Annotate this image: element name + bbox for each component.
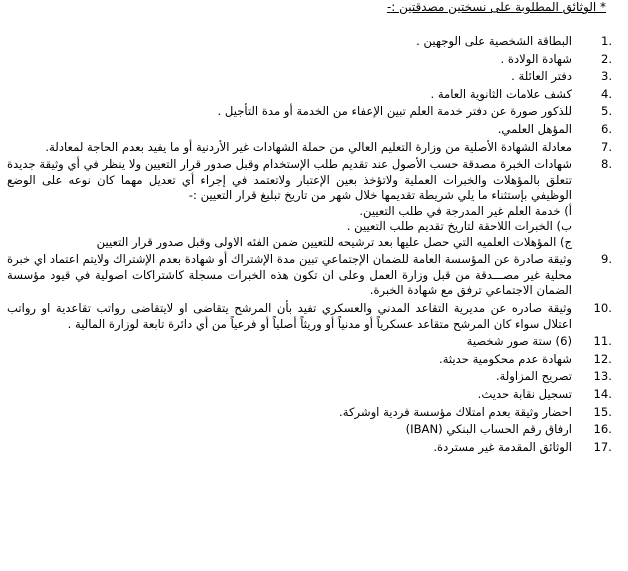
list-item-text: احضار وثيقة بعدم امتلاك مؤسسة فردية اوشركة. — [339, 404, 572, 419]
list-item — [7, 69, 612, 85]
list-item-text: ارفاق رقم الحساب البنكي (IBAN) — [405, 422, 572, 437]
list-item-number: 12. — [593, 351, 612, 366]
required-documents-list — [7, 34, 612, 457]
list-item — [7, 51, 612, 68]
list-item-text: شهادة الولادة . — [500, 51, 572, 66]
list-item-text: المؤهل العلمي. — [497, 121, 572, 136]
list-item — [7, 86, 612, 103]
list-item-text: الوثائق المقدمة غير مستردة. — [433, 439, 572, 454]
list-item-number: 5. — [600, 104, 612, 119]
list-item — [7, 139, 612, 156]
list-item — [7, 104, 612, 120]
list-item-number: 3. — [600, 69, 612, 84]
list-item-text: (6) ستة صور شخصية — [466, 334, 572, 349]
list-item-number: 13. — [593, 369, 612, 384]
list-item — [7, 369, 612, 385]
list-item-number: 7. — [600, 139, 612, 154]
list-item-number: 4. — [600, 86, 612, 101]
list-item-text: تسجيل نقابة حديث. — [477, 386, 572, 401]
list-item-text: معادلة الشهادة الأصلية من وزارة التعليم العالي من حملة الشهادات غير الأردنية أو ما يفيد بعدم الحاجة لمعادلة. — [45, 139, 572, 154]
list-item-text: للذكور صورة عن دفتر خدمة العلم تبين الإعفاء من الخدمة أو مدة التأجيل . — [217, 104, 572, 119]
list-item-text: وثيقة صادره عن مديرية التقاعد المدني والعسكري تفيد بأن المرشح يتقاضى او لايتقاضى رواتب تقاعدية او رواتب اعتلال سواء كان المرشح متقاعد عسكرياً أو مدنياً أو وريثاً أصلياً أو فرعياً من أي دائرة تابعة لوزارة المالية . — [7, 300, 572, 331]
list-item — [7, 386, 612, 403]
list-item-number: 9. — [600, 252, 612, 267]
list-item-number: 1. — [600, 34, 612, 48]
list-item — [7, 34, 612, 50]
list-item-number: 17. — [593, 439, 612, 454]
list-item-text: دفتر العائلة . — [511, 69, 572, 84]
list-item-number: 10. — [593, 300, 612, 315]
list-item — [7, 121, 612, 138]
list-item-text: البطاقة الشخصية على الوجهين . — [416, 34, 572, 48]
list-item — [7, 422, 612, 438]
page-heading: * الوثائق المطلوبة على نسختين مصدقتين :- — [386, 0, 606, 14]
list-item-number: 11. — [593, 334, 612, 349]
list-item-number: 6. — [600, 121, 612, 136]
sub-item: ج) المؤهلات العلميه التي حصل عليها بعد ترشيحه للتعيين ضمن الفئه الاولى وقبل صدور قرار التعيين — [96, 234, 572, 249]
list-item-text: شهادة عدم محكومية حديثة. — [439, 351, 572, 366]
list-item-text: تصريح المزاولة. — [495, 369, 572, 384]
list-item — [7, 157, 612, 250]
list-item-number: 15. — [593, 404, 612, 419]
list-item — [7, 351, 612, 368]
list-item — [7, 252, 612, 299]
list-item-text: كشف علامات الثانوية العامة . — [430, 86, 572, 101]
list-item-number: 16. — [593, 422, 612, 437]
list-item-text: وثيقة صادرة عن المؤسسة العامة للضمان الإجتماعي تبين مدة الإشتراك أو شهادة بعدم الإشتراك ولايتم اعتماد اي خبرة محلية غير مصـــدقة من قبل وزارة العمل وعلى ان تكون هذه الخبرات مسجلة كاشتراكات اصولية في قيود مؤسسة الضمان الاجتماعي ترفق مع شهادة الخبرة. — [7, 252, 572, 298]
list-item-number: 8. — [600, 157, 612, 172]
list-item-text: شهادات الخبرة مصدقة حسب الأصول عند تقديم طلب الإستخدام وقبل صدور قرار التعيين ولا ينظر في أي وثيقة جديدة تتعلق بالمؤهلات والخبرات العملية ولاتؤخذ بعين الإعتبار ولاتعتمد في إجراء أي تعديل مهما كان نوعه على الوضع الوظيفي بإستثناء ما يلي شريطة تقديمها خلال شهر من تاريخ تبليغ قرار التعيين :- — [7, 157, 572, 203]
list-item — [7, 300, 612, 332]
list-item — [7, 439, 612, 456]
list-item-number: 14. — [593, 386, 612, 401]
sub-item: أ) خدمة العلم غير المدرجة في طلب التعيين. — [359, 203, 572, 218]
list-item-number: 2. — [600, 51, 612, 66]
list-item — [7, 334, 612, 350]
list-item — [7, 404, 612, 421]
sub-item: ب) الخبرات اللاحقة لتاريخ تقديم طلب التعيين . — [346, 219, 572, 234]
